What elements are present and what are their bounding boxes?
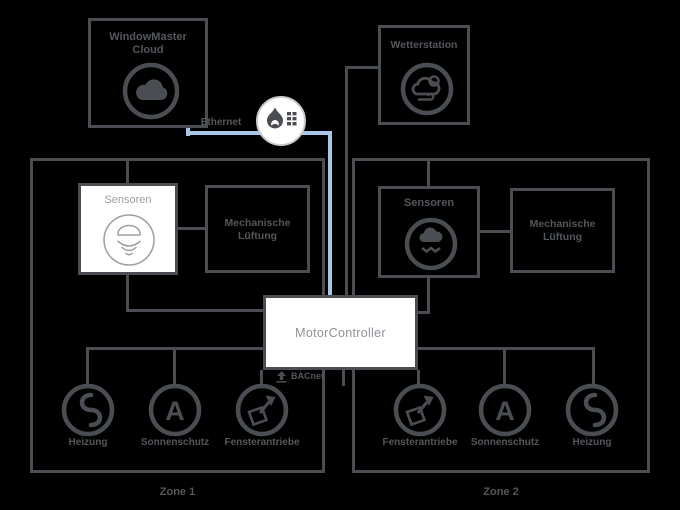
zone1-sonnenschutz-label: Sonnenschutz <box>140 437 210 448</box>
zone2-fensterantriebe-icon-circle <box>392 382 448 438</box>
sun-protection-icon <box>495 396 515 426</box>
cloud-icon <box>120 60 182 122</box>
zone2-heizung-icon-circle <box>564 382 620 438</box>
window-actuator-icon <box>249 396 276 425</box>
zone1-fensterantriebe-icon-circle <box>234 382 290 438</box>
motion-sensor-icon <box>101 212 157 268</box>
weatherstation-line-vertical <box>345 66 348 295</box>
weatherstation-box <box>378 25 470 125</box>
cloud-box-title-line2: Cloud <box>132 44 164 56</box>
zone2-sonnenschutz-icon-circle <box>477 382 533 438</box>
zone1-sensors-box <box>78 183 178 275</box>
zone1-heizung-label: Heizung <box>68 437 108 448</box>
windowmaster-cloud-box <box>88 18 208 128</box>
svg-text:A: A <box>495 396 515 426</box>
fire-alarm-circle <box>256 96 306 146</box>
zone2-heizung-label: Heizung <box>572 437 612 448</box>
fire-alarm-panel-icon <box>262 103 300 139</box>
weatherstation-line-horizontal <box>345 66 378 69</box>
ethernet-label: Ethernet <box>200 117 242 128</box>
zone1-mechanical-ventilation-box <box>205 185 310 273</box>
heating-coil-icon <box>586 395 604 425</box>
ethernet-line-vertical-to-controller <box>328 131 332 295</box>
zone2-vent-title-line1: Mechanische <box>529 218 596 230</box>
weather-station-icon <box>398 60 456 118</box>
zone1-sonnenschutz-icon-circle <box>147 382 203 438</box>
controller-bottom-stub <box>342 370 345 386</box>
sun-protection-icon <box>165 396 185 426</box>
zone1-fensterantriebe-label: Fensterantriebe <box>224 437 300 448</box>
heating-coil-icon <box>82 395 100 425</box>
zone1-label: Zone 1 <box>159 486 196 498</box>
zone1-sensors-title: Sensoren <box>104 194 152 206</box>
motorcontroller-title: MotorController <box>295 325 386 340</box>
bacnet-label: BACnet <box>291 371 324 381</box>
zone2-mechanical-ventilation-box <box>510 188 615 273</box>
cloud-box-title-line1: WindowMaster <box>109 31 187 43</box>
weatherstation-title: Wetterstation <box>390 39 458 51</box>
motorcontroller-box <box>263 295 418 370</box>
zone1-vent-title-line2: Lüftung <box>237 230 278 242</box>
zone2-vent-title-line2: Lüftung <box>542 231 583 243</box>
zone2-sensors-title: Sensoren <box>403 197 455 209</box>
zone2-sonnenschutz-label: Sonnenschutz <box>470 437 540 448</box>
zone2-label: Zone 2 <box>483 486 519 498</box>
zone2-sensors-box <box>378 186 480 278</box>
room-sensor-icon <box>402 215 460 273</box>
window-actuator-icon <box>407 396 434 425</box>
svg-text:A: A <box>165 396 185 426</box>
zone1-heizung-icon-circle <box>60 382 116 438</box>
zone1-vent-title-line1: Mechanische <box>224 217 291 229</box>
zone2-fensterantriebe-label: Fensterantriebe <box>382 437 458 448</box>
